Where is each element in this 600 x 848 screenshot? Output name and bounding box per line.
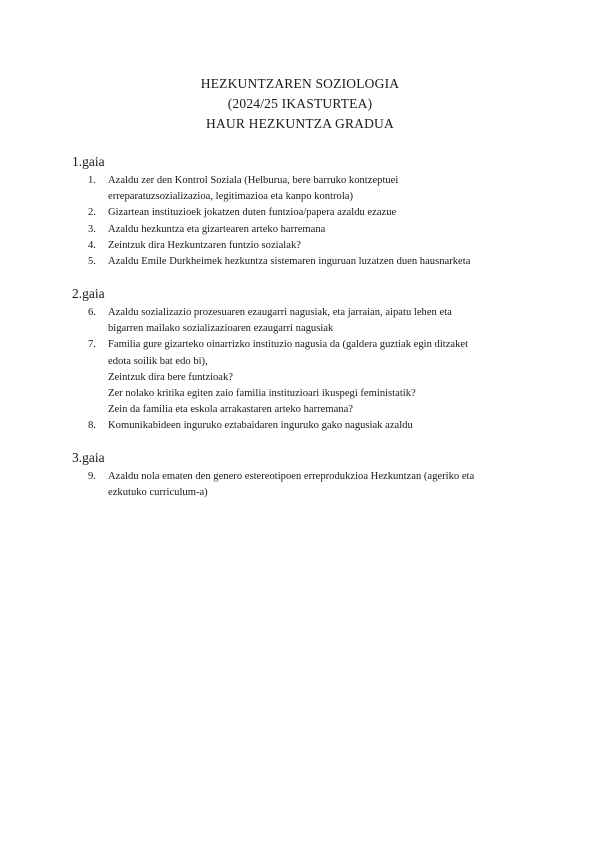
- item-number: 1.: [88, 175, 96, 186]
- section-1: [72, 153, 532, 270]
- question-list: [72, 173, 532, 270]
- title-line-3: HAUR HEZKUNTZA GRADUA: [206, 116, 394, 131]
- item-text: Azaldu Emile Durkheimek hezkuntza sistemaren inguruan luzatzen duen hausnarketa: [108, 256, 471, 268]
- document-title: [0, 74, 600, 134]
- item-text: Azaldu nola ematen den genero estereotipoen erreprodukzioa Hezkuntzan (ageriko eta: [108, 471, 475, 482]
- item-text: bigarren mailako sozializazioaren ezaugarri nagusiak: [108, 323, 334, 335]
- list-item: [72, 337, 532, 418]
- list-item: [72, 418, 532, 434]
- item-text: Azaldu hezkuntza eta gizartearen arteko harremana: [108, 223, 326, 235]
- item-number: 8.: [88, 420, 96, 432]
- item-text: Zeintzuk dira Hezkuntzaren funtzio sozialak?: [108, 239, 301, 251]
- item-text: Gizartean instituzioek jokatzen duten funtzioa/papera azaldu ezazue: [108, 207, 397, 219]
- list-item: [72, 238, 532, 254]
- item-number: 4.: [88, 239, 96, 251]
- item-text: Zein da familia eta eskola arrakastaren arteko harremana?: [108, 404, 353, 416]
- item-text: Zeintzuk dira bere funtzioak?: [108, 371, 234, 383]
- title-line-1: HEZKUNTZAREN SOZIOLOGIA: [200, 76, 400, 91]
- title-line-2: (2024/25 IKASTURTEA): [227, 96, 373, 111]
- item-number: 6.: [88, 307, 96, 318]
- item-text: Zer nolako kritika egiten zaio familia instituzioari ikuspegi feministatik?: [108, 388, 416, 400]
- question-list: [72, 305, 532, 435]
- item-number: 3.: [88, 223, 96, 235]
- list-item: [72, 254, 532, 270]
- section-heading: 1.gaia: [72, 154, 105, 169]
- item-text: Familia gure gizarteko oinarrizko instituzio nagusia da (galdera guztiak egin ditzaket: [108, 339, 469, 351]
- item-text: Azaldu sozializazio prozesuaren ezaugarri nagusiak, eta jarraian, aipatu lehen eta: [108, 307, 452, 318]
- list-item: [72, 205, 532, 221]
- item-text: edota soilik bat edo bi),: [108, 355, 208, 367]
- list-item: [72, 173, 532, 205]
- question-list: [72, 469, 532, 501]
- list-item: [72, 305, 532, 337]
- section-2: [72, 285, 532, 435]
- item-number: 5.: [88, 256, 96, 268]
- section-heading: 2.gaia: [72, 286, 105, 301]
- section-3: [72, 449, 532, 501]
- item-number: 2.: [88, 207, 96, 219]
- item-text: ezkutuko curriculum-a): [108, 487, 208, 499]
- list-item: [72, 469, 532, 501]
- section-heading: 3.gaia: [72, 450, 105, 465]
- item-number: 9.: [88, 471, 96, 482]
- item-number: 7.: [88, 339, 96, 351]
- item-text: Azaldu zer den Kontrol Soziala (Helburua, bere barruko kontzeptuei: [108, 175, 399, 186]
- item-text: Komunikabideen inguruko eztabaidaren inguruko gako nagusiak azaldu: [108, 420, 413, 432]
- item-text: erreparatuzsozializazioa, legitimazioa eta kanpo kontrola): [108, 191, 354, 203]
- list-item: [72, 222, 532, 238]
